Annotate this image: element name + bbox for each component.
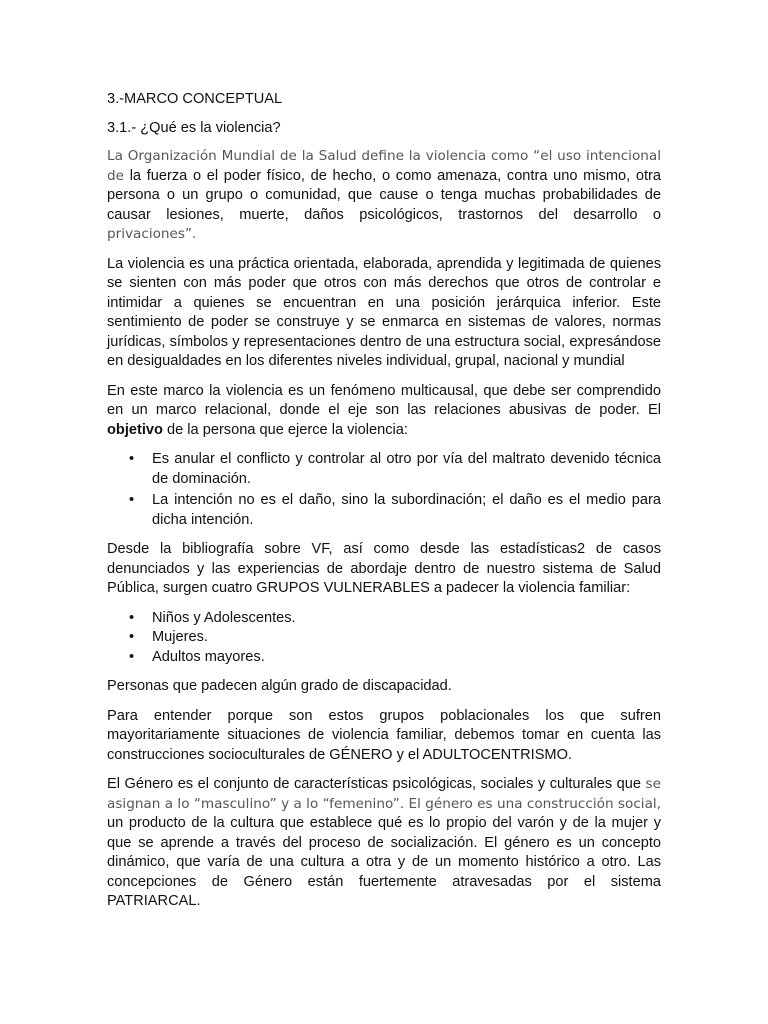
gender-definition-rest: un producto de la cultura que establece qué es lo propio del varón y de la mujer y que se aprende a través del proceso de socialización. El género es un concepto dinámico, que varía de una cultura a otra y de un momento histórico a otro. Las concepciones de Género están fuertemente atravesadas por el sistema PATRIARCAL.: [107, 815, 661, 909]
list-item: • Mujeres.: [107, 628, 661, 648]
paragraph-who-definition: [107, 147, 661, 245]
multicausal-after: de la persona que ejerce la violencia:: [167, 421, 408, 438]
list-item: • Es anular el conflicto y controlar al otro por vía del maltrato devenido técnica de dominación.: [107, 450, 661, 489]
subsection-title: 3.1.- ¿Qué es la violencia?: [107, 119, 281, 136]
list-item: • La intención no es el daño, sino la subordinación; el daño es el medio para dicha intención.: [107, 491, 661, 530]
gender-definition-line1: El Género es el conjunto de características psicológicas, sociales y culturales que: [107, 776, 642, 792]
objective-bold: objetivo: [107, 421, 163, 438]
document-page: [107, 90, 661, 922]
who-definition-tail: privaciones”.: [107, 226, 197, 242]
paragraph-gender-adultcentrism: Para entender porque son estos grupos poblacionales los que sufren mayoritariamente situaciones de violencia familiar, debemos tomar en cuenta las construcciones socioculturales de GÉNERO y el ADULTOCENTRISMO.: [107, 707, 661, 763]
objective-list: [107, 450, 661, 530]
vulnerable-groups-list: [107, 609, 661, 668]
section-title: 3.-MARCO CONCEPTUAL: [107, 91, 283, 107]
list-item: • Niños y Adolescentes.: [107, 609, 661, 629]
paragraph-gender-definition: [107, 775, 661, 912]
paragraph-vulnerable-groups: Desde la bibliografía sobre VF, así como desde las estadísticas2 de casos denunciados y las experiencias de abordaje dentro de nuestro sistema de Salud Pública, surgen cuatro GRUPOS VULNERABLES a padecer la violencia familiar:: [107, 541, 661, 596]
who-definition-body: la fuerza o el poder físico, de hecho, o como amenaza, contra uno mismo, otra persona o un grupo o comunidad, que cause o tenga muchas probabilidades de causar lesiones, muerte, daños psicológicos, trastornos del desarrollo o: [107, 167, 662, 223]
who-definition-lead: La Organización Mundial de la Salud define la violencia como “el uso intencional de: [107, 148, 661, 184]
gender-definition-soft: se asignan a lo “masculino” y a lo “femenino”. El género es una construcción social,: [107, 776, 661, 812]
paragraph-violence-practice: La violencia es una práctica orientada, elaborada, aprendida y legitimada de quienes se sienten con más poder que otros con más derechos que otros de controlar e intimidar a quienes se encuentran en una posición jerárquica inferior. Este sentimiento de poder se construye y se enmarca en sistemas de valores, normas jurídicas, símbolos y representaciones dentro de una estructura social, expresándose en desigualdades en los diferentes niveles individual, grupal, nacional y mundial: [107, 255, 661, 369]
list-item: • Adultos mayores.: [107, 648, 661, 668]
multicausal-text: En este marco la violencia es un fenómeno multicausal, que debe ser comprendido en un marco relacional, donde el eje son las relaciones abusivas de poder. El: [107, 382, 661, 418]
paragraph-multicausal: [107, 382, 661, 441]
paragraph-disability: Personas que padecen algún grado de discapacidad.: [107, 678, 452, 694]
